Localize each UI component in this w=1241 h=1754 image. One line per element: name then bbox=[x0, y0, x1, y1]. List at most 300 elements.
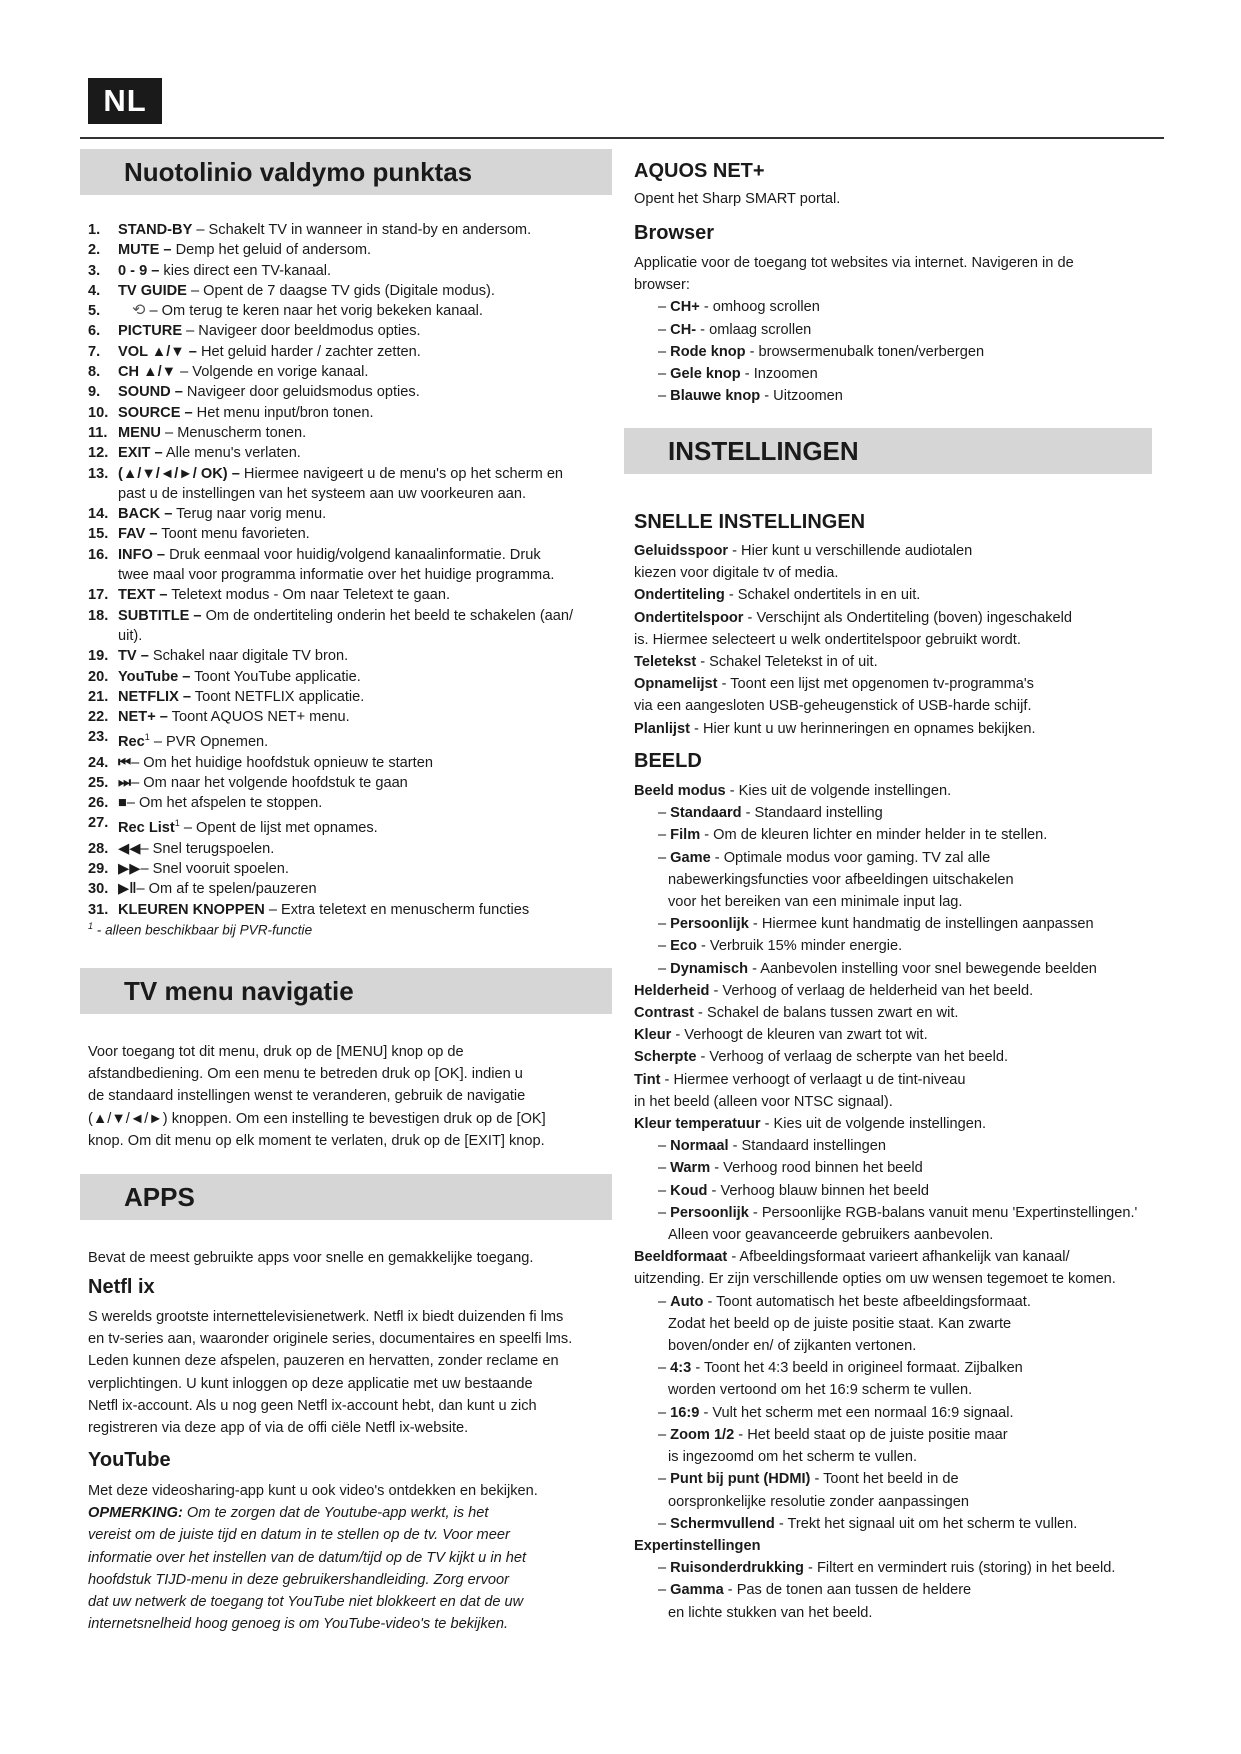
item-number: 29. bbox=[88, 860, 109, 877]
beeld-setting-line bbox=[634, 935, 1174, 957]
setting-text: - Verhoog of verlaag de helderheid van het beeld. bbox=[709, 982, 1034, 999]
item-label: MENU bbox=[118, 424, 161, 441]
item-text: – Snel vooruit spoelen. bbox=[140, 860, 289, 877]
item-text: – Extra teletext en menuscherm functies bbox=[264, 901, 530, 918]
beeld-setting-line bbox=[634, 1024, 1174, 1046]
setting-label: Auto bbox=[670, 1293, 704, 1310]
remote-list-item bbox=[88, 240, 618, 260]
item-text: Het menu input/bron tonen. bbox=[192, 404, 374, 421]
setting-label: Scherpte bbox=[634, 1049, 697, 1066]
beeld-setting-line bbox=[634, 1379, 1174, 1401]
item-label: ◀◀ bbox=[118, 840, 141, 857]
browser-item-label: CH- bbox=[670, 321, 697, 338]
setting-text: - Hiermee kunt handmatig de instellingen aanpassen bbox=[748, 916, 1094, 933]
dash: – bbox=[658, 1360, 671, 1377]
item-number: 13. bbox=[88, 465, 109, 482]
item-number: 21. bbox=[88, 688, 109, 705]
dash: – bbox=[658, 1582, 671, 1599]
dash: – bbox=[658, 366, 671, 383]
item-text: – Om terug te keren naar het vorig bekeken kanaal. bbox=[145, 303, 483, 320]
setting-label: Ondertiteling bbox=[634, 587, 725, 604]
youtube-note-line: hoofdstuk TIJD-menu in deze gebruikershandleiding. Zorg ervoor bbox=[88, 1571, 510, 1588]
quick-setting-line bbox=[634, 651, 1174, 673]
setting-label: Warm bbox=[670, 1160, 711, 1177]
beeld-setting-line bbox=[634, 1468, 1174, 1490]
remote-list-item bbox=[88, 813, 618, 838]
browser-item-text: - omlaag scrollen bbox=[696, 321, 812, 338]
setting-text: Zodat het beeld op de juiste positie staat. Kan zwarte bbox=[668, 1315, 1012, 1332]
dash: – bbox=[658, 938, 671, 955]
item-number: 22. bbox=[88, 709, 109, 726]
netflix-line: registreren via deze app of via de offi ciële Netfl ix-website. bbox=[88, 1420, 469, 1437]
setting-text: is ingezoomd om het scherm te vullen. bbox=[668, 1449, 918, 1466]
item-label: ▶▶ bbox=[118, 860, 141, 877]
item-text: Demp het geluid of andersom. bbox=[171, 242, 372, 259]
dash: – bbox=[658, 1560, 671, 1577]
aquos-text: Opent het Sharp SMART portal. bbox=[634, 191, 841, 207]
setting-label: Kleur temperatuur bbox=[634, 1116, 761, 1133]
dash: – bbox=[658, 321, 671, 338]
setting-text: is. Hiermee selecteert u welk ondertitelspoor gebruikt wordt. bbox=[634, 631, 1021, 648]
setting-label: Zoom 1/2 bbox=[670, 1426, 735, 1443]
item-number: 25. bbox=[88, 774, 109, 791]
setting-label: Geluidsspoor bbox=[634, 543, 729, 559]
item-number: 12. bbox=[88, 445, 109, 462]
beeld-setting-line bbox=[634, 1246, 1174, 1268]
item-label: FAV – bbox=[118, 526, 158, 543]
beeld-setting-line bbox=[634, 980, 1174, 1002]
netflix-line: Leden kunnen deze afspelen, pauzeren en hervatten, zonder reclame en bbox=[88, 1353, 559, 1370]
remote-list-item bbox=[88, 220, 618, 240]
beeld-setting-line bbox=[634, 1180, 1174, 1202]
setting-text: - Om de kleuren lichter en minder helder in te stellen. bbox=[700, 827, 1048, 844]
item-label: STAND-BY bbox=[118, 222, 193, 238]
setting-text: - Kies uit de volgende instellingen. bbox=[725, 783, 952, 799]
item-label: ⏮ bbox=[118, 754, 132, 771]
dash: – bbox=[658, 827, 671, 844]
setting-label: Persoonlijk bbox=[670, 1204, 749, 1221]
setting-label: Punt bij punt (HDMI) bbox=[670, 1471, 811, 1488]
setting-text: kiezen voor digitale tv of media. bbox=[634, 565, 839, 582]
item-number: 20. bbox=[88, 668, 109, 685]
top-rule bbox=[80, 137, 1164, 139]
setting-text: Alleen voor geavanceerde gebruikers aanbevolen. bbox=[668, 1227, 994, 1244]
youtube-paragraph bbox=[88, 1480, 618, 1635]
setting-label: Expertinstellingen bbox=[634, 1537, 761, 1554]
beeld-setting-line bbox=[634, 824, 1174, 846]
item-text: Navigeer door geluidsmodus opties. bbox=[182, 384, 420, 401]
netflix-paragraph bbox=[88, 1306, 618, 1439]
setting-label: Film bbox=[670, 827, 701, 844]
dash: – bbox=[658, 1204, 671, 1221]
setting-text: - Hier kunt u verschillende audiotalen bbox=[728, 543, 973, 559]
item-number: 24. bbox=[88, 754, 109, 771]
beeld-setting-line bbox=[634, 1046, 1174, 1068]
item-label: (▲/▼/◄/►/ OK) – bbox=[118, 465, 240, 482]
setting-label: Persoonlijk bbox=[670, 916, 749, 933]
item-number: 3. bbox=[88, 262, 101, 279]
setting-label: Helderheid bbox=[634, 982, 710, 999]
dash: – bbox=[658, 1515, 671, 1532]
item-label: MUTE – bbox=[118, 242, 172, 259]
setting-text: - Afbeeldingsformaat varieert afhankelijk van kanaal/ bbox=[727, 1249, 1070, 1266]
item-label: INFO – bbox=[118, 546, 166, 563]
browser-item-text: - Inzoomen bbox=[740, 366, 818, 383]
browser-line: Applicatie voor de toegang tot websites via internet. Navigeren in de bbox=[634, 255, 1074, 271]
remote-list-item bbox=[88, 464, 618, 505]
remote-list-item bbox=[88, 301, 618, 321]
beeld-settings-list bbox=[634, 780, 1174, 1624]
apps-section-header bbox=[80, 1174, 612, 1220]
beeld-setting-line bbox=[634, 847, 1174, 869]
youtube-line: Met deze videosharing-app kunt u ook video's ontdekken en bekijken. bbox=[88, 1483, 538, 1499]
browser-item bbox=[634, 363, 1174, 385]
remote-list-item bbox=[88, 753, 618, 773]
setting-label: Schermvullend bbox=[670, 1515, 775, 1532]
remote-list-item bbox=[88, 261, 618, 281]
remote-list-item bbox=[88, 606, 618, 647]
item-label: ■ bbox=[118, 795, 127, 812]
browser-item bbox=[634, 385, 1174, 407]
remote-list-item bbox=[88, 545, 618, 586]
dash: – bbox=[658, 805, 671, 822]
beeld-heading: BEELD bbox=[634, 750, 702, 772]
dash: – bbox=[658, 1160, 671, 1177]
setting-text: - Verbruik 15% minder energie. bbox=[696, 938, 903, 955]
remote-list-item bbox=[88, 793, 618, 813]
setting-text: - Standaard instelling bbox=[741, 805, 883, 822]
item-number: 6. bbox=[88, 323, 101, 340]
beeld-setting-line bbox=[634, 958, 1174, 980]
remote-list-item bbox=[88, 342, 618, 362]
dash: – bbox=[658, 1138, 671, 1155]
item-number: 31. bbox=[88, 901, 109, 918]
item-number: 14. bbox=[88, 506, 109, 523]
netflix-line: verplichtingen. U kunt inloggen op deze applicatie met uw bestaande bbox=[88, 1375, 533, 1392]
setting-text: - Pas de tonen aan tussen de heldere bbox=[723, 1582, 972, 1599]
item-text: – Om het afspelen te stoppen. bbox=[126, 795, 323, 812]
item-text: – Schakelt TV in wanneer in stand-by en andersom. bbox=[192, 222, 532, 238]
remote-list-item bbox=[88, 900, 618, 920]
beeld-setting-line bbox=[634, 1313, 1174, 1335]
beeld-setting-line bbox=[634, 1602, 1174, 1624]
remote-list-item bbox=[88, 281, 618, 301]
settings-section-header bbox=[624, 428, 1152, 474]
remote-list-item bbox=[88, 879, 618, 899]
item-text: Hiermee navigeert u de menu's op het scherm en bbox=[239, 465, 564, 482]
beeld-setting-line bbox=[634, 1446, 1174, 1468]
remote-list-item bbox=[88, 321, 618, 341]
remote-section-header bbox=[80, 149, 612, 195]
beeld-setting-line bbox=[634, 1291, 1174, 1313]
dash: – bbox=[658, 343, 671, 360]
item-number: 10. bbox=[88, 404, 109, 421]
back-loop-icon: ⟲ bbox=[132, 302, 146, 320]
item-sup: 1 bbox=[144, 732, 150, 743]
item-text: – Om het huidige hoofdstuk opnieuw te starten bbox=[131, 754, 433, 771]
beeld-setting-line bbox=[634, 1357, 1174, 1379]
item-label: VOL ▲/▼ – bbox=[118, 343, 197, 360]
quick-setting-line bbox=[634, 540, 1174, 562]
apps-section-title: APPS bbox=[124, 1181, 195, 1212]
setting-text: - Verhoog of verlaag de scherpte van het beeld. bbox=[696, 1049, 1008, 1066]
setting-label: Beeld modus bbox=[634, 783, 726, 799]
setting-text: - Hier kunt u uw herinneringen en opnames bekijken. bbox=[689, 720, 1036, 737]
setting-text: - Filtert en vermindert ruis (storing) in het beeld. bbox=[803, 1560, 1116, 1577]
dash: – bbox=[658, 1182, 671, 1199]
item-number: 19. bbox=[88, 648, 109, 665]
remote-list-item bbox=[88, 839, 618, 859]
setting-label: Dynamisch bbox=[670, 960, 749, 977]
setting-text: voor het bereiken van een minimale input lag. bbox=[668, 894, 963, 911]
nav-section-header bbox=[80, 968, 612, 1014]
remote-list-item bbox=[88, 646, 618, 666]
item-text: Het geluid harder / zachter zetten. bbox=[196, 343, 421, 360]
item-continuation: uit). bbox=[118, 627, 143, 644]
beeld-setting-line bbox=[634, 1579, 1174, 1601]
setting-label: 16:9 bbox=[670, 1404, 700, 1421]
setting-label: Normaal bbox=[670, 1138, 729, 1155]
remote-list-item bbox=[88, 773, 618, 793]
browser-item-label: Blauwe knop bbox=[670, 388, 761, 405]
setting-text: - Toont automatisch het beste afbeeldingsformaat. bbox=[703, 1293, 1031, 1310]
browser-item-label: CH+ bbox=[670, 299, 700, 316]
beeld-setting-line bbox=[634, 1491, 1174, 1513]
setting-text: - Verhoogt de kleuren van zwart tot wit. bbox=[671, 1027, 928, 1044]
setting-text: - Kies uit de volgende instellingen. bbox=[760, 1116, 987, 1133]
setting-text: - Toont het 4:3 beeld in origineel formaat. Zijbalken bbox=[691, 1360, 1023, 1377]
item-text: – Navigeer door beeldmodus opties. bbox=[182, 323, 421, 340]
dash: – bbox=[658, 299, 671, 316]
beeld-setting-line bbox=[634, 1069, 1174, 1091]
aquos-heading: AQUOS NET+ bbox=[634, 160, 765, 182]
browser-heading: Browser bbox=[634, 222, 715, 244]
item-label: EXIT – bbox=[118, 445, 163, 462]
remote-list-item bbox=[88, 403, 618, 423]
setting-text: - Toont het beeld in de bbox=[810, 1471, 959, 1488]
item-text: – Om af te spelen/pauzeren bbox=[136, 881, 317, 898]
beeld-setting-line bbox=[634, 1135, 1174, 1157]
setting-label: Ondertitelspoor bbox=[634, 609, 744, 626]
setting-text: nabewerkingsfuncties voor afbeeldingen uitschakelen bbox=[668, 871, 1014, 888]
quick-setting-line bbox=[634, 562, 1174, 584]
browser-item bbox=[634, 341, 1174, 363]
youtube-note-line: internetsnelheid hoog genoeg is om YouTube-video's te bekijken. bbox=[88, 1616, 509, 1633]
dash: – bbox=[658, 960, 671, 977]
item-label: TEXT – bbox=[118, 587, 168, 604]
item-number: 16. bbox=[88, 546, 109, 563]
item-label: 0 - 9 – bbox=[118, 262, 160, 279]
remote-list-item bbox=[88, 362, 618, 382]
setting-label: Eco bbox=[670, 938, 697, 955]
dash: – bbox=[658, 1404, 671, 1421]
item-label: NETFLIX – bbox=[118, 688, 191, 705]
language-tag: NL bbox=[88, 78, 162, 124]
item-text: – Snel terugspoelen. bbox=[140, 840, 275, 857]
item-number: 8. bbox=[88, 364, 101, 381]
quick-setting-line bbox=[634, 673, 1174, 695]
setting-text: - Verhoog blauw binnen het beeld bbox=[707, 1182, 929, 1199]
quick-setting-line bbox=[634, 695, 1174, 717]
item-label: Rec List bbox=[118, 820, 175, 837]
beeld-setting-line bbox=[634, 891, 1174, 913]
setting-label: Standaard bbox=[670, 805, 742, 822]
item-number: 28. bbox=[88, 840, 109, 857]
beeld-setting-line bbox=[634, 913, 1174, 935]
youtube-note-line: vereist om de juiste tijd en datum in te stellen op de tv. Voor meer bbox=[88, 1527, 510, 1544]
setting-text: - Standaard instellingen bbox=[728, 1138, 886, 1155]
setting-text: - Schakel de balans tussen zwart en wit. bbox=[694, 1005, 959, 1022]
browser-item-text: - Uitzoomen bbox=[760, 388, 843, 405]
setting-label: Game bbox=[670, 849, 711, 866]
item-number: 11. bbox=[88, 424, 108, 441]
dash: – bbox=[658, 1471, 671, 1488]
item-number: 27. bbox=[88, 815, 109, 832]
item-number: 4. bbox=[88, 282, 101, 299]
item-number: 7. bbox=[88, 343, 101, 360]
setting-text: - Hiermee verhoogt of verlaagt u de tint-niveau bbox=[660, 1071, 966, 1088]
quick-setting-line bbox=[634, 584, 1174, 606]
item-label: ▶‖ bbox=[118, 881, 137, 898]
setting-text: worden vertoond om het 16:9 scherm te vullen. bbox=[668, 1382, 973, 1399]
browser-item bbox=[634, 319, 1174, 341]
item-text: – Om naar het volgende hoofdstuk te gaan bbox=[131, 774, 408, 791]
pvr-footnote: $^1$ - alleen beschikbaar bij PVR-functie bbox=[88, 921, 313, 938]
setting-label: Ruisonderdrukking bbox=[670, 1560, 804, 1577]
apps-intro: Bevat de meest gebruikte apps voor snelle en gemakkelijke toegang. bbox=[88, 1250, 534, 1266]
item-label: ⏭ bbox=[118, 774, 132, 791]
nav-line: knop. Om dit menu op elk moment te verlaten, druk op de [EXIT] knop. bbox=[88, 1132, 545, 1149]
setting-text: en lichte stukken van het beeld. bbox=[668, 1604, 873, 1621]
setting-label: Opnamelijst bbox=[634, 676, 718, 693]
item-number: 26. bbox=[88, 795, 109, 812]
beeld-setting-line bbox=[634, 1224, 1174, 1246]
setting-text: - Toont een lijst met opgenomen tv-programma's bbox=[717, 676, 1034, 693]
youtube-note-first: OPMERKING: Om te zorgen dat de Youtube-app werkt, is het bbox=[88, 1505, 489, 1522]
setting-text: - Verschijnt als Ondertiteling (boven) ingeschakeld bbox=[743, 609, 1072, 626]
setting-text: uitzending. Er zijn verschillende opties om uw wensen tegemoet te komen. bbox=[634, 1271, 1116, 1288]
item-label: SUBTITLE – bbox=[118, 607, 202, 624]
browser-item-text: - browsermenubalk tonen/verbergen bbox=[745, 343, 985, 360]
remote-list-item bbox=[88, 687, 618, 707]
quick-setting-line bbox=[634, 718, 1174, 740]
item-text: – Opent de 7 daagse TV gids (Digitale modus). bbox=[186, 282, 495, 299]
remote-list-item bbox=[88, 524, 618, 544]
item-label: TV GUIDE bbox=[118, 282, 187, 299]
dash: – bbox=[658, 1426, 671, 1443]
item-text: kies direct een TV-kanaal. bbox=[159, 262, 332, 279]
item-label: Rec bbox=[118, 734, 145, 751]
quick-setting-line bbox=[634, 607, 1174, 629]
setting-text: - Trekt het signaal uit om het scherm te vullen. bbox=[774, 1515, 1078, 1532]
setting-label: Teletekst bbox=[634, 654, 697, 671]
item-text: – Opent de lijst met opnames. bbox=[179, 820, 378, 837]
browser-item-text: - omhoog scrollen bbox=[699, 299, 820, 316]
item-text: – Volgende en vorige kanaal. bbox=[176, 364, 369, 381]
item-text: Alle menu's verlaten. bbox=[162, 445, 301, 462]
browser-line: browser: bbox=[634, 277, 690, 294]
setting-label: 4:3 bbox=[670, 1360, 692, 1377]
setting-text: - Persoonlijke RGB-balans vanuit menu 'Expertinstellingen.' bbox=[748, 1204, 1138, 1221]
item-number: 2. bbox=[88, 242, 101, 259]
youtube-note bbox=[88, 1524, 618, 1635]
remote-list-item bbox=[88, 859, 618, 879]
beeld-setting-line bbox=[634, 1268, 1174, 1290]
netflix-line: S werelds grootste internettelevisienetwerk. Netfl ix biedt duizenden fi lms bbox=[88, 1309, 564, 1325]
item-text: Schakel naar digitale TV bron. bbox=[148, 648, 349, 665]
item-label: SOURCE – bbox=[118, 404, 193, 421]
remote-list-item bbox=[88, 585, 618, 605]
browser-item bbox=[634, 296, 1174, 318]
item-text: Druk eenmaal voor huidig/volgend kanaalinformatie. Druk bbox=[165, 546, 541, 563]
beeld-setting-line bbox=[634, 1535, 1174, 1557]
nav-line: afstandbediening. Om een menu te betreden druk op [OK]. indien u bbox=[88, 1066, 523, 1083]
youtube-note-line: informatie over het instellen van de datum/tijd op de TV kijkt u in het bbox=[88, 1549, 527, 1566]
remote-list-item bbox=[88, 727, 618, 752]
beeld-setting-line bbox=[634, 1002, 1174, 1024]
setting-text: - Schakel Teletekst in of uit. bbox=[696, 654, 878, 671]
setting-text: - Schakel ondertitels in en uit. bbox=[724, 587, 921, 604]
browser-item-label: Rode knop bbox=[670, 343, 746, 360]
setting-text: in het beeld (alleen voor NTSC signaal). bbox=[634, 1093, 893, 1110]
beeld-setting-line bbox=[634, 1091, 1174, 1113]
setting-label: Planlijst bbox=[634, 720, 690, 737]
setting-text: - Aanbevolen instelling voor snel bewegende beelden bbox=[748, 960, 1097, 977]
setting-text: - Verhoog rood binnen het beeld bbox=[710, 1160, 923, 1177]
item-label: TV – bbox=[118, 648, 149, 665]
setting-label: Contrast bbox=[634, 1005, 694, 1022]
beeld-setting-line bbox=[634, 1402, 1174, 1424]
beeld-setting-line bbox=[634, 780, 1174, 802]
item-label: PICTURE bbox=[118, 323, 183, 340]
beeld-setting-line bbox=[634, 1157, 1174, 1179]
item-text: – Menuscherm tonen. bbox=[160, 424, 307, 441]
item-label: SOUND – bbox=[118, 384, 183, 401]
item-continuation: past u de instellingen van het systeem aan uw voorkeuren aan. bbox=[118, 485, 527, 502]
quick-settings-list bbox=[634, 540, 1174, 740]
nav-paragraph bbox=[88, 1041, 618, 1152]
setting-label: Koud bbox=[670, 1182, 708, 1199]
beeld-setting-line bbox=[634, 1335, 1174, 1357]
dash: – bbox=[658, 849, 671, 866]
youtube-note-line: dat uw netwerk de toegang tot YouTube niet blokkeert en dat de uw bbox=[88, 1594, 524, 1611]
item-number: 18. bbox=[88, 607, 109, 624]
netflix-line: Netfl ix-account. Als u nog geen Netfl ix-account hebt, dan kunt u zich bbox=[88, 1397, 537, 1414]
setting-text: via een aangesloten USB-geheugenstick of USB-harde schijf. bbox=[634, 698, 1032, 715]
item-label: YouTube – bbox=[118, 668, 191, 685]
nav-line: de standaard instellingen wenst te veranderen, gebruik de navigatie bbox=[88, 1088, 526, 1105]
browser-item-label: Gele knop bbox=[670, 366, 741, 383]
dash: – bbox=[658, 916, 671, 933]
item-number: 9. bbox=[88, 384, 101, 401]
setting-label: Kleur bbox=[634, 1027, 672, 1044]
nav-section-title: TV menu navigatie bbox=[124, 975, 354, 1006]
item-text: Toont NETFLIX applicatie. bbox=[190, 688, 365, 705]
item-text: Teletext modus - Om naar Teletext te gaan. bbox=[167, 587, 451, 604]
youtube-heading: YouTube bbox=[88, 1449, 171, 1471]
setting-label: Gamma bbox=[670, 1582, 724, 1599]
beeld-setting-line bbox=[634, 802, 1174, 824]
item-label: NET+ – bbox=[118, 709, 168, 726]
item-number: 5. bbox=[88, 303, 101, 320]
setting-text: - Optimale modus voor gaming. TV zal alle bbox=[710, 849, 991, 866]
beeld-setting-line bbox=[634, 1113, 1174, 1135]
browser-paragraph bbox=[634, 252, 1174, 407]
beeld-setting-line bbox=[634, 1202, 1174, 1224]
remote-list-item bbox=[88, 504, 618, 524]
beeld-setting-line bbox=[634, 1424, 1174, 1446]
dash: – bbox=[658, 1293, 671, 1310]
